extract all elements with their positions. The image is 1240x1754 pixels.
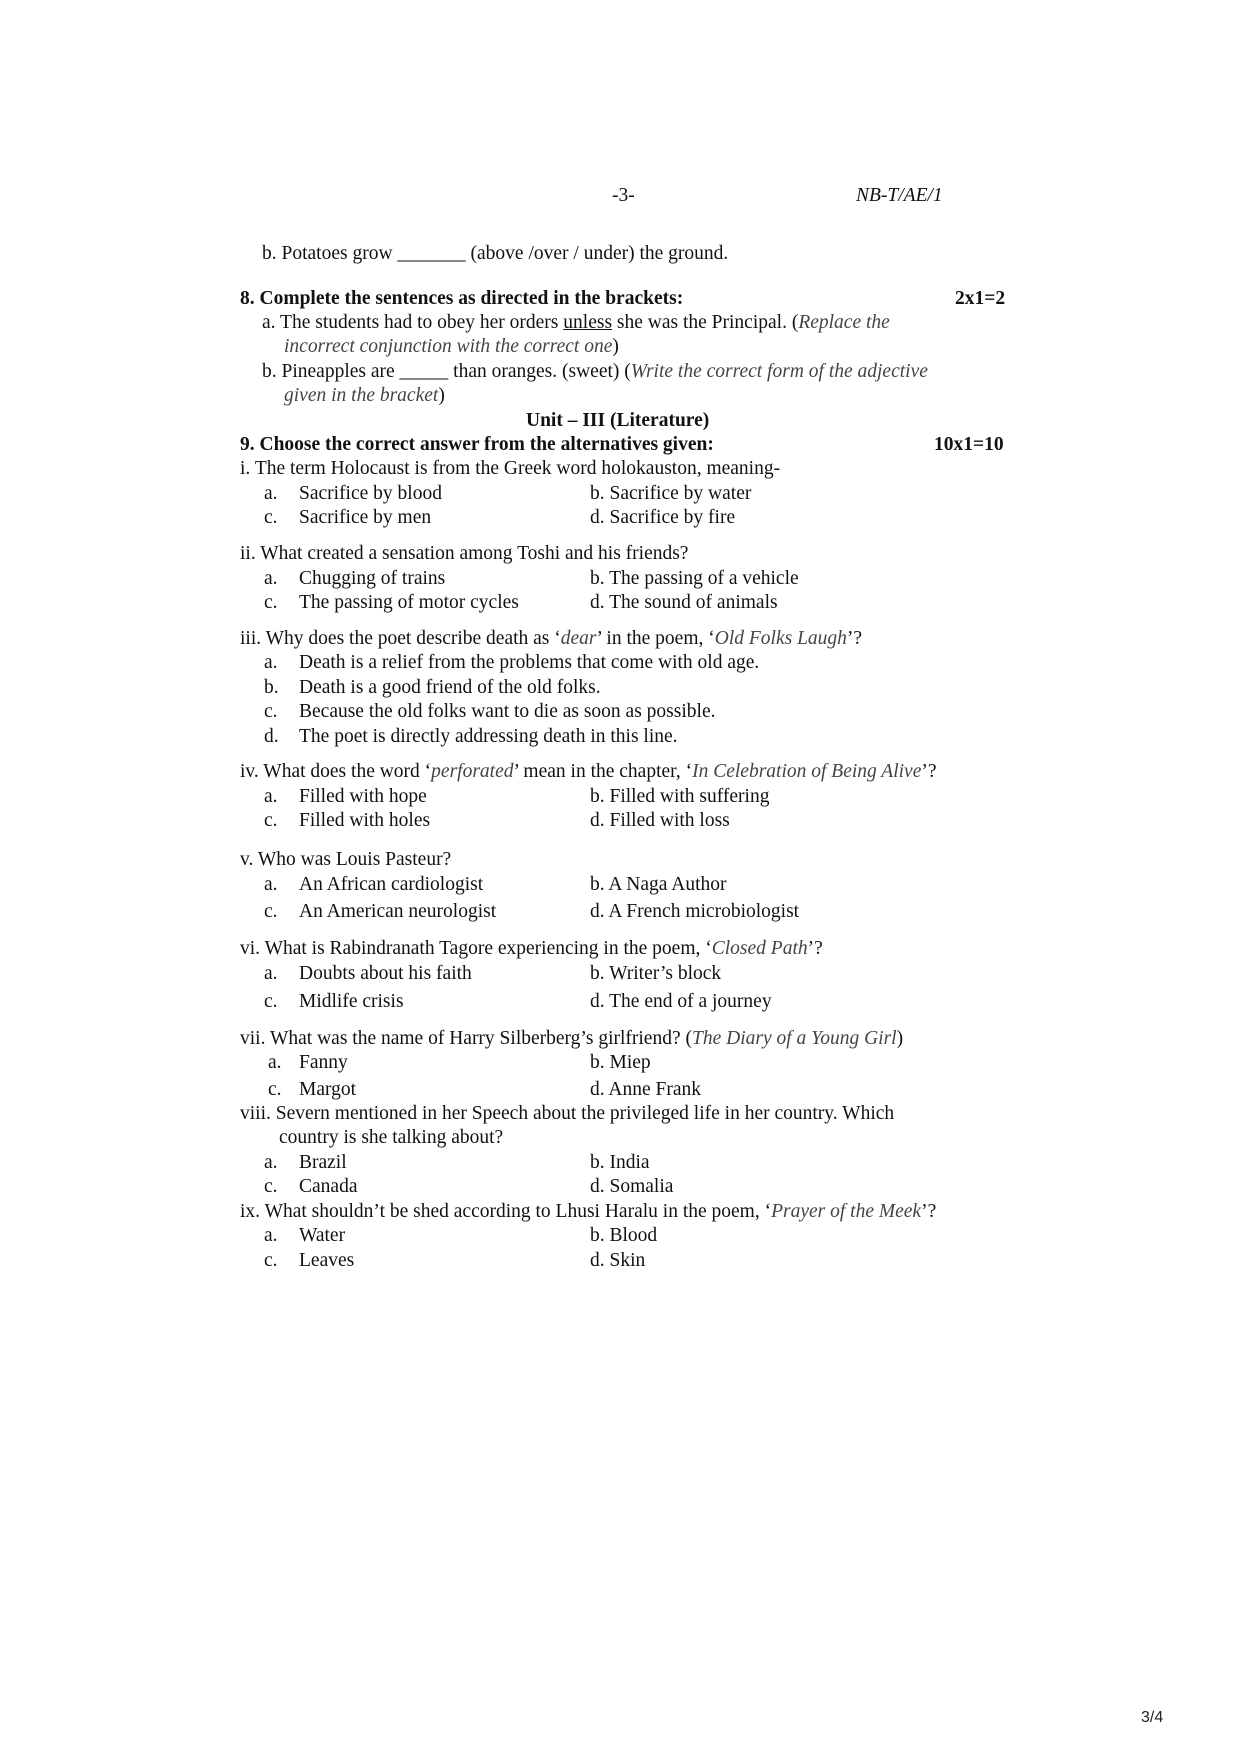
q8a-instruction-1: Replace the	[798, 312, 890, 333]
q-iii-poem-title: Old Folks Laugh	[714, 628, 847, 649]
q-iii-option-d: The poet is directly addressing death in this line.	[299, 726, 678, 747]
page-number-header: -3-	[612, 185, 635, 206]
option-letter: c.	[264, 592, 278, 613]
option-letter: a.	[268, 1052, 282, 1073]
question-ii: ii. What created a sensation among Toshi and his friends?	[240, 543, 689, 564]
q-i-option-a: Sacrifice by blood	[299, 483, 442, 504]
q-iv-word: perforated	[431, 761, 514, 782]
question-ix	[240, 1200, 936, 1224]
q8b-mid: than oranges. (sweet) (	[448, 361, 631, 382]
q-iv-text-3: ’?	[921, 761, 937, 782]
q-i-option-c: Sacrifice by men	[299, 507, 432, 528]
q-i-option-d: d. Sacrifice by fire	[590, 507, 736, 528]
question-9-marks: 10x1=10	[934, 434, 1004, 455]
q-iv-option-d: d. Filled with loss	[590, 810, 730, 831]
option-letter: c.	[264, 507, 278, 528]
q-iv-option-a: Filled with hope	[299, 786, 427, 807]
q-vi-text-1: vi. What is Rabindranath Tagore experiencing in the poem, ‘	[240, 938, 712, 959]
option-letter: a.	[264, 652, 278, 673]
q8a-mid: she was the Principal. (	[612, 312, 799, 333]
q-viii-option-b: b. India	[590, 1152, 650, 1173]
q-iv-text-2: ’ mean in the chapter, ‘	[513, 761, 693, 782]
q-v-option-c: An American neurologist	[299, 901, 497, 922]
q-iii-word: dear	[560, 628, 597, 649]
q-ix-option-a: Water	[299, 1225, 346, 1246]
q-vii-option-b: b. Miep	[590, 1052, 651, 1073]
question-vii	[240, 1027, 903, 1051]
q-vi-option-a: Doubts about his faith	[299, 963, 472, 984]
q-vi-option-b: b. Writer’s block	[590, 963, 722, 984]
q-iii-option-c: Because the old folks want to die as soon as possible.	[299, 701, 716, 722]
q-iv-text-1: iv. What does the word ‘	[240, 761, 432, 782]
option-letter: a.	[264, 786, 278, 807]
q7b-text-post: (above /over / under) the ground.	[465, 243, 729, 264]
question-iv	[240, 760, 937, 784]
q-v-option-b: b. A Naga Author	[590, 874, 727, 895]
question-8b-cont	[284, 384, 445, 408]
question-v: v. Who was Louis Pasteur?	[240, 849, 452, 870]
question-iii	[240, 627, 862, 651]
question-viii: viii. Severn mentioned in her Speech about the privileged life in her country. Which	[240, 1103, 895, 1124]
q-iv-chapter-title: In Celebration of Being Alive	[692, 761, 922, 782]
q8a-underlined-word: unless	[563, 312, 613, 333]
q8a-close: )	[612, 336, 619, 357]
q-ii-option-c: The passing of motor cycles	[299, 592, 519, 613]
q-iv-option-c: Filled with holes	[299, 810, 431, 831]
q-vi-text-2: ’?	[807, 938, 823, 959]
q7b-text-pre: b. Potatoes grow	[262, 243, 398, 264]
option-letter: c.	[264, 701, 278, 722]
paper-code: NB-T/AE/1	[856, 185, 943, 206]
q-viii-option-a: Brazil	[299, 1152, 347, 1173]
q-ix-option-b: b. Blood	[590, 1225, 658, 1246]
q8b-close: )	[438, 385, 445, 406]
q-vi-option-d: d. The end of a journey	[590, 991, 772, 1012]
q-iii-option-b: Death is a good friend of the old folks.	[299, 677, 601, 698]
option-letter: c.	[264, 810, 278, 831]
question-viii-cont: country is she talking about?	[279, 1127, 504, 1148]
q-v-option-a: An African cardiologist	[299, 874, 484, 895]
option-letter: b.	[264, 677, 279, 698]
q-v-option-d: d. A French microbiologist	[590, 901, 800, 922]
q-ii-option-a: Chugging of trains	[299, 568, 446, 589]
q-ix-poem-title: Prayer of the Meek	[771, 1201, 922, 1222]
q-vii-text-1: vii. What was the name of Harry Silberberg’s girlfriend? (	[240, 1028, 692, 1049]
question-i: i. The term Holocaust is from the Greek word holokauston, meaning-	[240, 458, 781, 479]
q8b-instruction-1: Write the correct form of the adjective	[630, 361, 928, 382]
q-vii-option-c: Margot	[299, 1079, 357, 1100]
q-iv-option-b: b. Filled with suffering	[590, 786, 770, 807]
q-ii-option-d: d. The sound of animals	[590, 592, 778, 613]
option-letter: c.	[264, 901, 278, 922]
q-ix-text-2: ’?	[921, 1201, 937, 1222]
option-letter: c.	[268, 1079, 282, 1100]
option-letter: d.	[264, 726, 279, 747]
q8b-pre: b. Pineapples are	[262, 361, 400, 382]
question-9-title: 9. Choose the correct answer from the alternatives given:	[240, 434, 714, 455]
q-vi-poem-title: Closed Path	[711, 938, 808, 959]
q8a-instruction-2: incorrect conjunction with the correct one	[284, 336, 613, 357]
option-letter: a.	[264, 483, 278, 504]
option-letter: a.	[264, 568, 278, 589]
question-vi	[240, 937, 823, 961]
page-of-total: 3/4	[1141, 1709, 1164, 1726]
q8a-pre: a. The students had to obey her orders	[262, 312, 564, 333]
question-8b	[262, 360, 928, 384]
q-iii-text-2: ’ in the poem, ‘	[596, 628, 715, 649]
option-letter: a.	[264, 1225, 278, 1246]
option-letter: a.	[264, 963, 278, 984]
question-8a	[262, 311, 890, 335]
q8b-instruction-2: given in the bracket	[284, 385, 439, 406]
q-i-option-b: b. Sacrifice by water	[590, 483, 752, 504]
q-iii-text-1: iii. Why does the poet describe death as ‘	[240, 628, 561, 649]
q8b-blank: _____	[399, 361, 449, 382]
option-letter: c.	[264, 991, 278, 1012]
q-vii-option-d: d. Anne Frank	[590, 1079, 702, 1100]
option-letter: c.	[264, 1176, 278, 1197]
q-ix-text-1: ix. What shouldn’t be shed according to Lhusi Haralu in the poem, ‘	[240, 1201, 772, 1222]
q7b-blank: _______	[397, 243, 466, 264]
q-ii-option-b: b. The passing of a vehicle	[590, 568, 799, 589]
q-vii-option-a: Fanny	[299, 1052, 348, 1073]
q-vi-option-c: Midlife crisis	[299, 991, 404, 1012]
question-8-title: 8. Complete the sentences as directed in the brackets:	[240, 288, 684, 309]
q-ix-option-d: d. Skin	[590, 1250, 646, 1271]
q-ix-option-c: Leaves	[299, 1250, 355, 1271]
q-iii-option-a: Death is a relief from the problems that come with old age.	[299, 652, 760, 673]
q-viii-option-c: Canada	[299, 1176, 358, 1197]
q-iii-text-3: ’?	[846, 628, 863, 649]
option-letter: c.	[264, 1250, 278, 1271]
unit-heading: Unit – III (Literature)	[526, 410, 710, 431]
q-viii-option-d: d. Somalia	[590, 1176, 674, 1197]
question-8-marks: 2x1=2	[955, 288, 1006, 309]
question-8a-cont	[284, 335, 619, 359]
question-7b	[262, 242, 728, 266]
option-letter: a.	[264, 874, 278, 895]
option-letter: a.	[264, 1152, 278, 1173]
q-vii-book-title: The Diary of a Young Girl	[691, 1028, 897, 1049]
q-vii-text-2: )	[896, 1028, 904, 1049]
